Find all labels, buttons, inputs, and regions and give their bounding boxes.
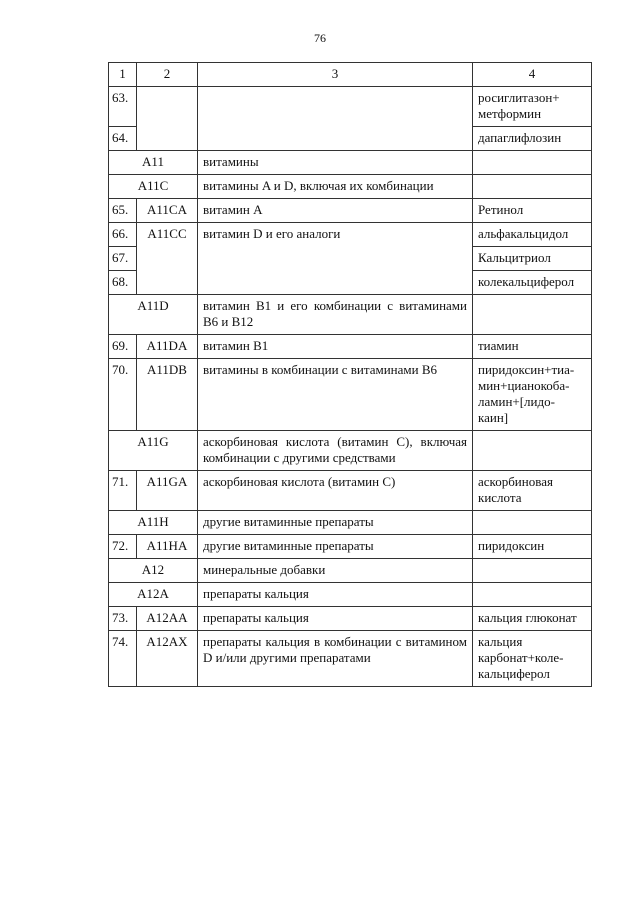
atc-description: другие витаминные препараты bbox=[198, 511, 473, 535]
header-cell: 1 bbox=[109, 63, 137, 87]
atc-code: A11CA bbox=[137, 199, 198, 223]
atc-description: витамин D и его аналоги bbox=[198, 223, 473, 295]
atc-code: A12 bbox=[109, 559, 198, 583]
table-row bbox=[109, 535, 592, 559]
atc-code: A12A bbox=[109, 583, 198, 607]
drug-name: пиридоксин+тиа- мин+цианокоба- ламин+[лидо- каин] bbox=[473, 359, 592, 431]
atc-code: A11GA bbox=[137, 471, 198, 511]
atc-description: препараты кальция bbox=[198, 583, 473, 607]
table-row-group bbox=[109, 431, 592, 471]
atc-code: A11DA bbox=[137, 335, 198, 359]
table-row-group bbox=[109, 583, 592, 607]
row-number: 68. bbox=[109, 271, 137, 295]
atc-code: A11DB bbox=[137, 359, 198, 431]
atc-code: A11HA bbox=[137, 535, 198, 559]
atc-code: A11D bbox=[109, 295, 198, 335]
atc-description bbox=[198, 87, 473, 151]
row-number: 71. bbox=[109, 471, 137, 511]
drug-name: кальция карбонат+коле- кальциферол bbox=[473, 631, 592, 687]
atc-description: витамины в комбинации с витаминами B6 bbox=[198, 359, 473, 431]
atc-description: витамины A и D, включая их комбинации bbox=[198, 175, 473, 199]
header-cell: 3 bbox=[198, 63, 473, 87]
atc-code bbox=[137, 87, 198, 151]
drug-name bbox=[473, 175, 592, 199]
row-number: 74. bbox=[109, 631, 137, 687]
row-number: 63. bbox=[109, 87, 137, 127]
atc-code: A12AA bbox=[137, 607, 198, 631]
drug-name: Ретинол bbox=[473, 199, 592, 223]
atc-description: витамин B1 и его комбинации с витаминами B6 и B12 bbox=[198, 295, 473, 335]
atc-code: A11CC bbox=[137, 223, 198, 295]
atc-description: витамин A bbox=[198, 199, 473, 223]
drug-name: Кальцитриол bbox=[473, 247, 592, 271]
atc-code: A11 bbox=[109, 151, 198, 175]
row-number: 64. bbox=[109, 127, 137, 151]
atc-code: A11G bbox=[109, 431, 198, 471]
drug-name bbox=[473, 583, 592, 607]
table-row bbox=[109, 359, 592, 431]
drug-name: тиамин bbox=[473, 335, 592, 359]
atc-description: витамины bbox=[198, 151, 473, 175]
row-number: 70. bbox=[109, 359, 137, 431]
drug-name: колекальциферол bbox=[473, 271, 592, 295]
atc-code: A11C bbox=[109, 175, 198, 199]
atc-code: A11H bbox=[109, 511, 198, 535]
drug-name: аскорбиновая кислота bbox=[473, 471, 592, 511]
atc-description: другие витаминные препараты bbox=[198, 535, 473, 559]
row-number: 72. bbox=[109, 535, 137, 559]
table-row bbox=[109, 87, 592, 127]
drug-name: альфакальцидол bbox=[473, 223, 592, 247]
table-header-row bbox=[109, 63, 592, 87]
table-row bbox=[109, 607, 592, 631]
row-number: 73. bbox=[109, 607, 137, 631]
atc-description: препараты кальция bbox=[198, 607, 473, 631]
table-row-group bbox=[109, 175, 592, 199]
table-row-group bbox=[109, 511, 592, 535]
atc-description: аскорбиновая кислота (витамин C), включая комбинации с другими средствами bbox=[198, 431, 473, 471]
atc-description: витамин B1 bbox=[198, 335, 473, 359]
header-cell: 4 bbox=[473, 63, 592, 87]
table-row-group bbox=[109, 151, 592, 175]
table-row bbox=[109, 199, 592, 223]
atc-code: A12AX bbox=[137, 631, 198, 687]
atc-description: аскорбиновая кислота (витамин C) bbox=[198, 471, 473, 511]
row-number: 65. bbox=[109, 199, 137, 223]
drug-name: дапаглифлозин bbox=[473, 127, 592, 151]
table-row bbox=[109, 335, 592, 359]
row-number: 66. bbox=[109, 223, 137, 247]
table-row-group bbox=[109, 295, 592, 335]
table-row bbox=[109, 631, 592, 687]
atc-description: препараты кальция в комбинации с витамином D и/или другими препаратами bbox=[198, 631, 473, 687]
drug-name: росиглитазон+ метформин bbox=[473, 87, 592, 127]
drug-name bbox=[473, 511, 592, 535]
table-row bbox=[109, 223, 592, 247]
table-row-group bbox=[109, 559, 592, 583]
row-number: 67. bbox=[109, 247, 137, 271]
table-row bbox=[109, 471, 592, 511]
drug-name: пиридоксин bbox=[473, 535, 592, 559]
drug-table bbox=[108, 62, 592, 687]
drug-name bbox=[473, 431, 592, 471]
header-cell: 2 bbox=[137, 63, 198, 87]
atc-description: минеральные добавки bbox=[198, 559, 473, 583]
drug-name bbox=[473, 295, 592, 335]
page-number: 76 bbox=[314, 31, 326, 45]
row-number: 69. bbox=[109, 335, 137, 359]
drug-name: кальция глюконат bbox=[473, 607, 592, 631]
drug-name bbox=[473, 559, 592, 583]
drug-name bbox=[473, 151, 592, 175]
